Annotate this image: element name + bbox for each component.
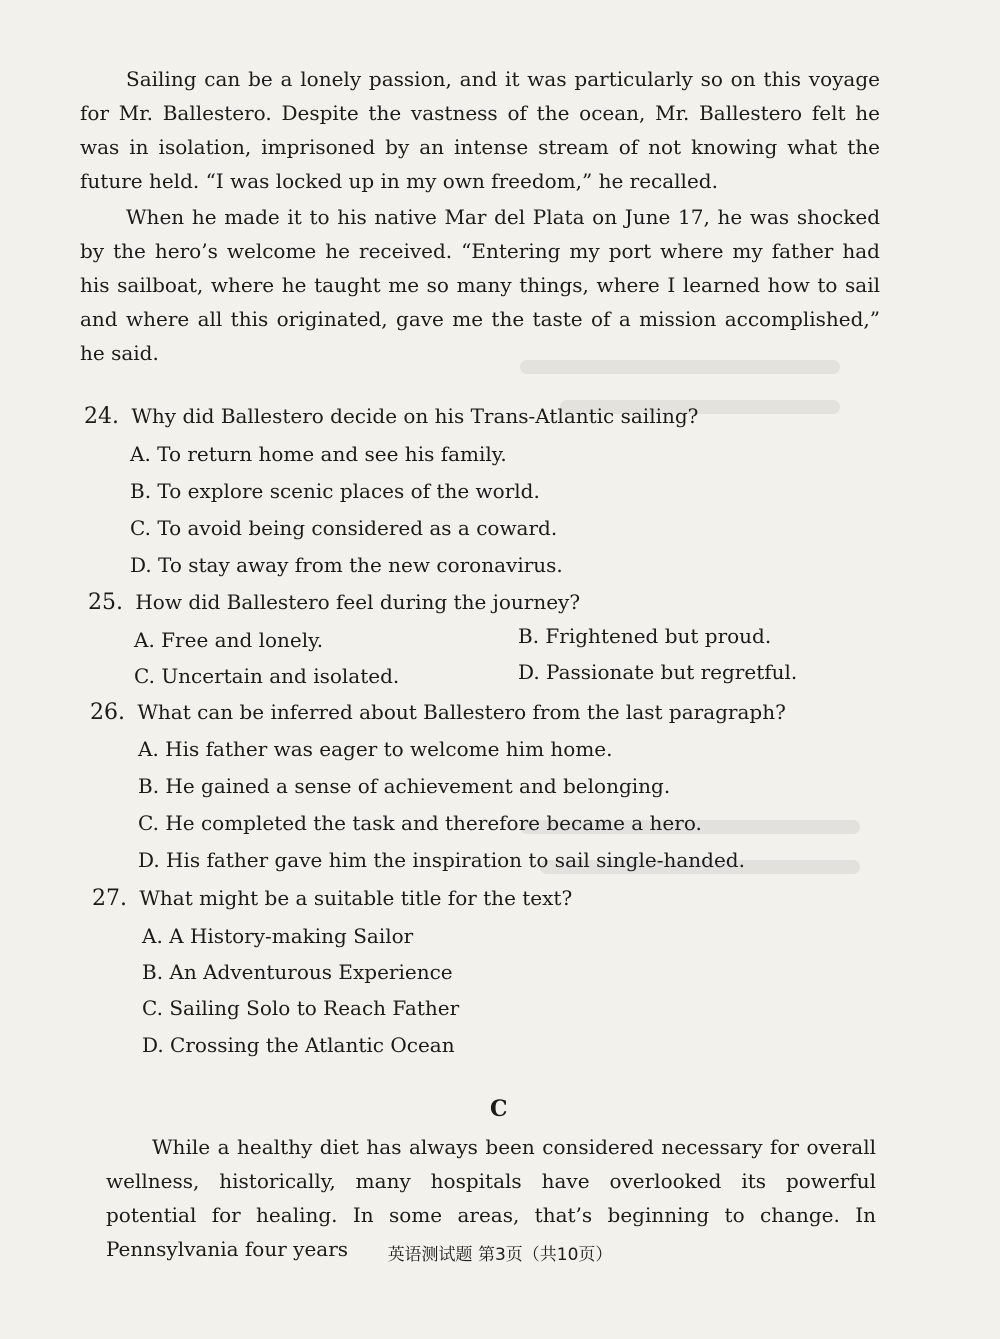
- option-27-b[interactable]: [142, 958, 453, 986]
- section-c-heading: C: [490, 1096, 508, 1122]
- question-text: How did Ballestero feel during the journey?: [135, 590, 581, 614]
- option-text: He completed the task and therefore became a hero.: [165, 811, 702, 835]
- option-label: C.: [142, 996, 163, 1020]
- paragraph-sailing-lonely: Sailing can be a lonely passion, and it was particularly so on this voyage for Mr. Ballestero. Despite the vastness of the ocean, Mr. Ballestero felt he was in isolation, imprisoned by an intense stream of not knowing what the future held. “I was locked up in my own freedom,” he recalled.: [80, 67, 880, 193]
- option-26-d[interactable]: [138, 846, 745, 874]
- option-label: D.: [130, 553, 152, 577]
- option-25-b[interactable]: [518, 622, 771, 650]
- option-24-a[interactable]: [130, 440, 507, 468]
- option-26-a[interactable]: [138, 735, 612, 763]
- option-label: C.: [130, 516, 151, 540]
- option-text: His father gave him the inspiration to sail single-handed.: [166, 848, 745, 872]
- option-text: To avoid being considered as a coward.: [157, 516, 558, 540]
- option-label: A.: [134, 628, 155, 652]
- question-26: [90, 698, 786, 727]
- option-label: C.: [134, 664, 155, 688]
- option-text: Sailing Solo to Reach Father: [169, 996, 460, 1020]
- option-27-c[interactable]: [142, 994, 459, 1022]
- question-text: What can be inferred about Ballestero from the last paragraph?: [137, 700, 786, 724]
- option-27-a[interactable]: [142, 922, 413, 950]
- option-label: B.: [142, 960, 164, 984]
- paragraph-healthy-diet: While a healthy diet has always been considered necessary for overall wellness, historically, many hospitals have overlooked its powerful potential for healing. In some areas, that’s beginning to change. In Pennsylvania four years: [106, 1135, 876, 1261]
- question-number: 26.: [90, 700, 125, 725]
- option-text: His father was eager to welcome him home.: [165, 737, 613, 761]
- option-text: To explore scenic places of the world.: [157, 479, 540, 503]
- question-24: [84, 402, 698, 431]
- option-text: Uncertain and isolated.: [161, 664, 400, 688]
- paragraph-homecoming: When he made it to his native Mar del Plata on June 17, he was shocked by the hero’s welcome he received. “Entering my port where my father had his sailboat, where he taught me so many things, where I learned how to sail and where all this originated, gave me the taste of a mission accomplished,” he said.: [80, 205, 880, 365]
- option-24-b[interactable]: [130, 477, 540, 505]
- option-text: Crossing the Atlantic Ocean: [170, 1033, 455, 1057]
- option-26-c[interactable]: [138, 809, 702, 837]
- option-text: To stay away from the new coronavirus.: [158, 553, 563, 577]
- option-label: A.: [138, 737, 159, 761]
- option-text: Passionate but regretful.: [546, 660, 798, 684]
- question-text: What might be a suitable title for the text?: [139, 886, 573, 910]
- option-label: D.: [518, 660, 540, 684]
- option-label: A.: [142, 924, 163, 948]
- question-27: [92, 884, 572, 913]
- page-footer: 英语测试题 第3页（共10页）: [387, 1245, 613, 1265]
- option-label: D.: [142, 1033, 164, 1057]
- option-text: A History-making Sailor: [169, 924, 414, 948]
- option-label: C.: [138, 811, 159, 835]
- question-number: 25.: [88, 590, 123, 615]
- option-text: To return home and see his family.: [157, 442, 507, 466]
- option-text: An Adventurous Experience: [169, 960, 453, 984]
- question-number: 27.: [92, 886, 127, 911]
- option-text: Free and lonely.: [161, 628, 324, 652]
- option-label: B.: [518, 624, 540, 648]
- option-25-a[interactable]: [134, 626, 323, 654]
- option-label: A.: [130, 442, 151, 466]
- option-26-b[interactable]: [138, 772, 670, 800]
- option-label: B.: [130, 479, 152, 503]
- option-24-c[interactable]: [130, 514, 557, 542]
- option-27-d[interactable]: [142, 1031, 455, 1059]
- option-text: Frightened but proud.: [545, 624, 772, 648]
- option-text: He gained a sense of achievement and belonging.: [165, 774, 671, 798]
- option-label: B.: [138, 774, 160, 798]
- option-label: D.: [138, 848, 160, 872]
- question-number: 24.: [84, 404, 119, 429]
- option-24-d[interactable]: [130, 551, 563, 579]
- question-25: [88, 588, 580, 617]
- option-25-c[interactable]: [134, 662, 399, 690]
- option-25-d[interactable]: [518, 658, 797, 686]
- question-text: Why did Ballestero decide on his Trans-Atlantic sailing?: [131, 404, 699, 428]
